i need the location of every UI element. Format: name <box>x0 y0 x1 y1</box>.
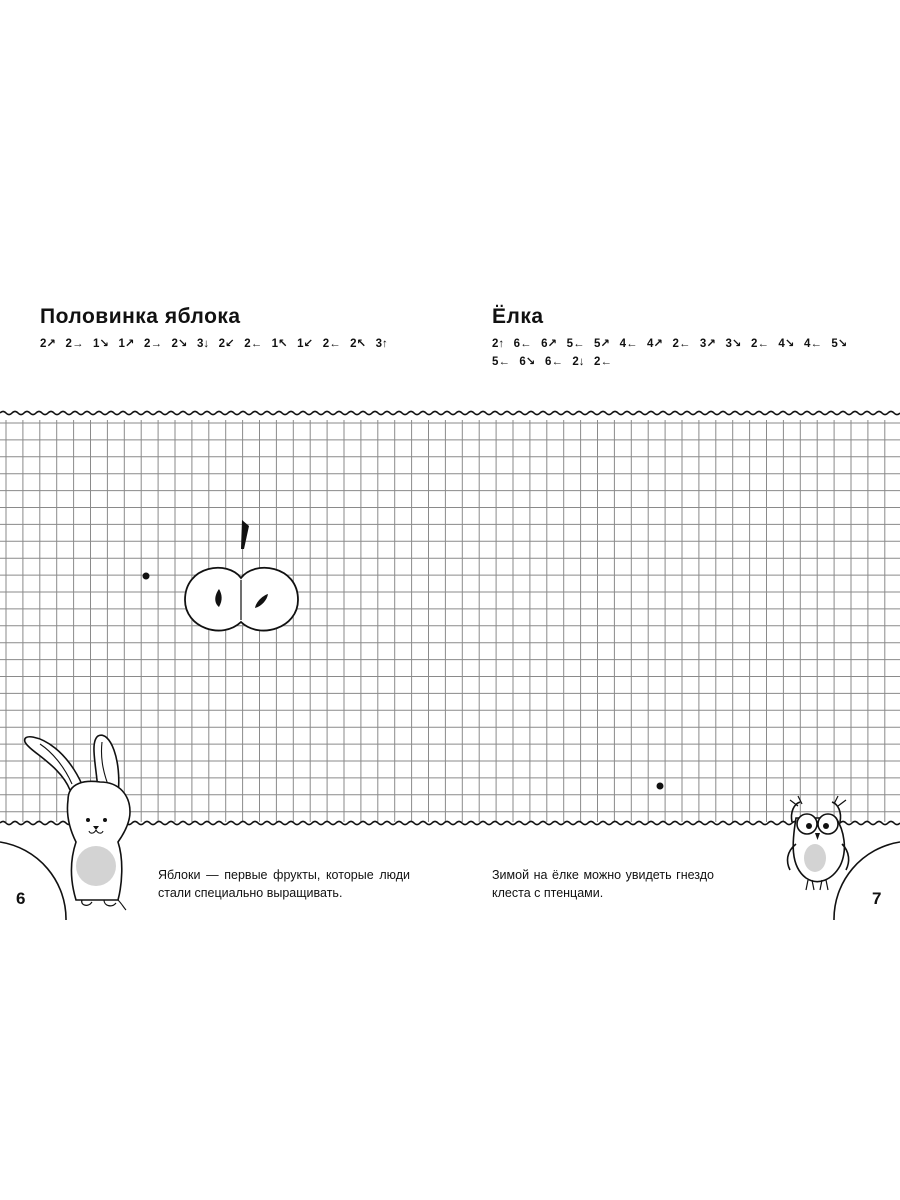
step-instruction: 1↖ <box>271 338 288 350</box>
step-instruction: 2↓ <box>572 356 585 368</box>
step-instruction: 2↑ <box>492 338 505 350</box>
step-instruction: 4↘ <box>778 338 795 350</box>
step-instruction: 6← <box>544 356 563 368</box>
step-instruction: 2↖ <box>350 338 367 350</box>
step-instruction: 2← <box>594 356 612 368</box>
step-instruction: 6↗ <box>541 338 558 350</box>
step-instruction: 2→ <box>65 338 84 350</box>
wavy-border-top <box>0 411 900 414</box>
step-instruction: 3↘ <box>725 338 742 350</box>
step-instruction: 1↗ <box>118 338 135 350</box>
step-instruction: 4↗ <box>646 338 664 350</box>
step-instruction: 5← <box>566 338 585 350</box>
fact-text-right: Зимой на ёлке можно увидеть гнездо клеста с птенцами. <box>492 867 714 900</box>
fact-text-left: Яблоки — первые фрукты, которые люди стали специально выращивать. <box>158 867 410 900</box>
page-number-right: 7 <box>872 889 882 908</box>
page-title-left: Половинка яблока <box>40 305 241 328</box>
step-instruction: 6↘ <box>519 356 536 368</box>
step-instruction: 2← <box>672 338 691 350</box>
step-instruction: 6← <box>513 338 532 350</box>
step-instruction: 5↗ <box>594 338 611 350</box>
step-instruction: 1↙ <box>297 338 314 350</box>
step-instruction: 2↙ <box>218 338 235 350</box>
step-instruction: 2← <box>322 338 341 350</box>
owl-icon <box>788 796 849 890</box>
page-corner-left <box>0 842 66 920</box>
step-instruction: 2→ <box>144 338 162 350</box>
step-instruction: 3↗ <box>699 338 716 350</box>
step-instruction: 1↘ <box>92 338 109 350</box>
step-instruction: 4← <box>803 338 822 350</box>
step-instruction: 3↓ <box>197 338 210 350</box>
step-instruction: 2← <box>244 338 263 350</box>
step-sequence-right <box>492 337 882 369</box>
step-instruction: 5↘ <box>831 338 848 350</box>
step-instruction: 3↑ <box>375 338 388 350</box>
start-dot-left <box>143 573 150 580</box>
start-dot-right <box>657 783 664 790</box>
grid-lines <box>0 420 900 822</box>
step-instruction: 2↘ <box>171 338 188 350</box>
page-number-left: 6 <box>16 889 26 908</box>
step-instruction: 5← <box>492 356 510 368</box>
step-instruction: 2↗ <box>40 338 57 350</box>
page-title-right: Ёлка <box>492 305 544 328</box>
wavy-border-bottom <box>0 821 900 824</box>
step-sequence-left <box>40 337 440 351</box>
step-instruction: 4← <box>619 338 638 350</box>
step-instruction: 2← <box>751 338 769 350</box>
